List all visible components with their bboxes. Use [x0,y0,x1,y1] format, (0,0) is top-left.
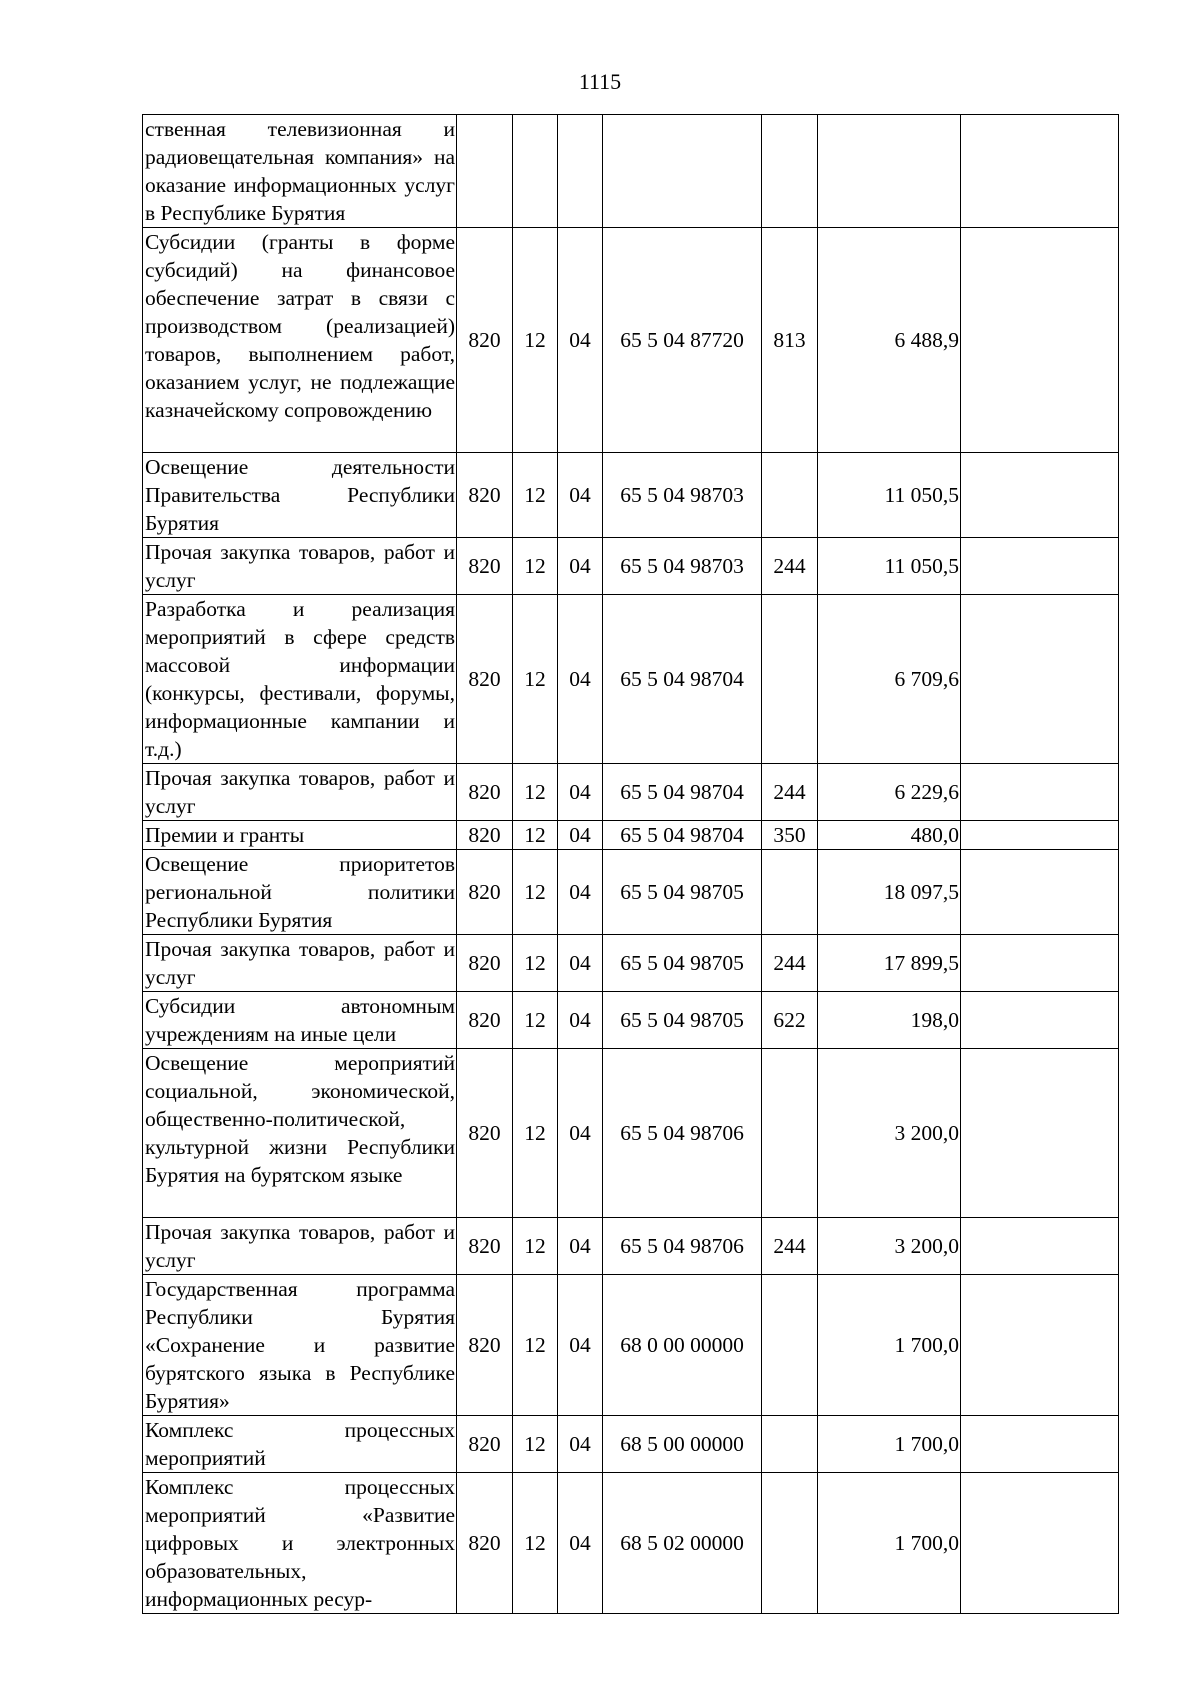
cell-csr: 65 5 04 98703 [603,538,762,595]
cell-name: Прочая закупка товаров, работ и услуг [143,1218,457,1275]
cell-ved: 820 [457,850,513,935]
table-row [143,821,1119,850]
cell-rz: 12 [513,821,558,850]
cell-name: Премии и гранты [143,821,457,850]
cell-amount: 18 097,5 [818,850,961,935]
cell-name: Субсидии автономным учреждениям на иные цели [143,992,457,1049]
table-body [143,115,1119,1614]
table-row [143,1218,1119,1275]
cell-csr: 65 5 04 98706 [603,1218,762,1275]
cell-pr: 04 [558,821,603,850]
cell-ved: 820 [457,228,513,453]
cell-pr: 04 [558,1473,603,1614]
table-row [143,850,1119,935]
cell-extra [961,1049,1119,1218]
cell-amount: 3 200,0 [818,1049,961,1218]
table-row [143,538,1119,595]
cell-vr: 244 [762,935,818,992]
table-row [143,595,1119,764]
cell-ved: 820 [457,935,513,992]
cell-pr: 04 [558,764,603,821]
table-row [143,1416,1119,1473]
cell-name: Освещение деятельности Правительства Республики Бурятия [143,453,457,538]
cell-name: Разработка и реализация мероприятий в сфере средств массовой информации (конкурсы, фестивали, форумы, информационные кампании и т.д.) [143,595,457,764]
cell-vr [762,1049,818,1218]
cell-vr: 350 [762,821,818,850]
cell-vr [762,595,818,764]
cell-rz: 12 [513,1416,558,1473]
cell-amount: 11 050,5 [818,453,961,538]
cell-name: Субсидии (гранты в форме субсидий) на финансовое обеспечение затрат в связи с производством (реализацией) товаров, выполнением работ, оказанием услуг, не подлежащие казначейскому сопровождению [143,228,457,453]
table-row [143,453,1119,538]
table-row [143,935,1119,992]
cell-name: Государственная программа Республики Бурятия «Сохранение и развитие бурятского языка в Республике Бурятия» [143,1275,457,1416]
cell-pr: 04 [558,1416,603,1473]
cell-csr: 65 5 04 98704 [603,764,762,821]
cell-csr: 65 5 04 98705 [603,850,762,935]
cell-ved: 820 [457,1473,513,1614]
cell-pr: 04 [558,595,603,764]
cell-rz: 12 [513,935,558,992]
cell-vr [762,1416,818,1473]
cell-ved [457,115,513,228]
cell-extra [961,821,1119,850]
cell-name: Прочая закупка товаров, работ и услуг [143,538,457,595]
cell-amount [818,115,961,228]
cell-csr: 65 5 04 98705 [603,992,762,1049]
cell-csr: 65 5 04 98706 [603,1049,762,1218]
cell-amount: 1 700,0 [818,1416,961,1473]
cell-csr [603,115,762,228]
table-row [143,1049,1119,1218]
cell-pr: 04 [558,1218,603,1275]
cell-ved: 820 [457,992,513,1049]
cell-amount: 1 700,0 [818,1275,961,1416]
cell-amount: 1 700,0 [818,1473,961,1614]
cell-rz: 12 [513,764,558,821]
table-row [143,228,1119,453]
cell-pr: 04 [558,850,603,935]
cell-pr: 04 [558,453,603,538]
cell-vr: 244 [762,1218,818,1275]
cell-pr [558,115,603,228]
cell-ved: 820 [457,595,513,764]
cell-vr: 244 [762,764,818,821]
cell-name: Прочая закупка товаров, работ и услуг [143,935,457,992]
cell-pr: 04 [558,992,603,1049]
cell-vr: 813 [762,228,818,453]
cell-pr: 04 [558,1275,603,1416]
cell-amount: 6 229,6 [818,764,961,821]
cell-ved: 820 [457,1416,513,1473]
cell-extra [961,228,1119,453]
cell-csr: 65 5 04 98704 [603,595,762,764]
cell-ved: 820 [457,453,513,538]
cell-extra [961,992,1119,1049]
cell-csr: 65 5 04 98705 [603,935,762,992]
cell-pr: 04 [558,935,603,992]
cell-extra [961,595,1119,764]
cell-csr: 65 5 04 87720 [603,228,762,453]
cell-extra [961,1473,1119,1614]
cell-amount: 6 488,9 [818,228,961,453]
cell-rz: 12 [513,1473,558,1614]
cell-extra [961,764,1119,821]
cell-name: ственная телевизионная и радиовещательная компания» на оказание информационных услуг в Республике Бурятия [143,115,457,228]
cell-ved: 820 [457,538,513,595]
cell-amount: 6 709,6 [818,595,961,764]
cell-ved: 820 [457,1275,513,1416]
table-row [143,1473,1119,1614]
cell-pr: 04 [558,1049,603,1218]
cell-extra [961,538,1119,595]
cell-extra [961,1275,1119,1416]
cell-vr [762,1275,818,1416]
table-row [143,1275,1119,1416]
cell-vr: 622 [762,992,818,1049]
cell-extra [961,453,1119,538]
cell-rz: 12 [513,453,558,538]
cell-name: Освещение приоритетов региональной политики Республики Бурятия [143,850,457,935]
cell-csr: 68 5 02 00000 [603,1473,762,1614]
cell-vr [762,115,818,228]
cell-rz [513,115,558,228]
cell-rz: 12 [513,595,558,764]
cell-name: Освещение мероприятий социальной, экономической, общественно-политической, культурной жизни Республики Бурятия на бурятском языке [143,1049,457,1218]
cell-extra [961,1218,1119,1275]
cell-name: Комплекс процессных мероприятий [143,1416,457,1473]
cell-csr: 68 5 00 00000 [603,1416,762,1473]
table-row [143,764,1119,821]
table-row [143,115,1119,228]
cell-amount: 17 899,5 [818,935,961,992]
cell-csr: 68 0 00 00000 [603,1275,762,1416]
cell-rz: 12 [513,228,558,453]
cell-amount: 3 200,0 [818,1218,961,1275]
cell-rz: 12 [513,992,558,1049]
cell-pr: 04 [558,228,603,453]
cell-csr: 65 5 04 98703 [603,453,762,538]
cell-rz: 12 [513,1275,558,1416]
cell-ved: 820 [457,1049,513,1218]
page-number: 1115 [578,69,622,94]
cell-extra [961,935,1119,992]
cell-amount: 480,0 [818,821,961,850]
cell-rz: 12 [513,1049,558,1218]
table-row [143,992,1119,1049]
cell-ved: 820 [457,1218,513,1275]
cell-vr [762,1473,818,1614]
cell-rz: 12 [513,1218,558,1275]
cell-extra [961,850,1119,935]
budget-table [142,114,1119,1614]
cell-vr [762,453,818,538]
cell-vr [762,850,818,935]
cell-pr: 04 [558,538,603,595]
cell-amount: 198,0 [818,992,961,1049]
cell-rz: 12 [513,850,558,935]
cell-extra [961,1416,1119,1473]
cell-ved: 820 [457,764,513,821]
cell-amount: 11 050,5 [818,538,961,595]
cell-name: Прочая закупка товаров, работ и услуг [143,764,457,821]
cell-extra [961,115,1119,228]
cell-ved: 820 [457,821,513,850]
cell-rz: 12 [513,538,558,595]
cell-name: Комплекс процессных мероприятий «Развитие цифровых и электронных образовательных, информационных ресур- [143,1473,457,1614]
cell-vr: 244 [762,538,818,595]
cell-csr: 65 5 04 98704 [603,821,762,850]
